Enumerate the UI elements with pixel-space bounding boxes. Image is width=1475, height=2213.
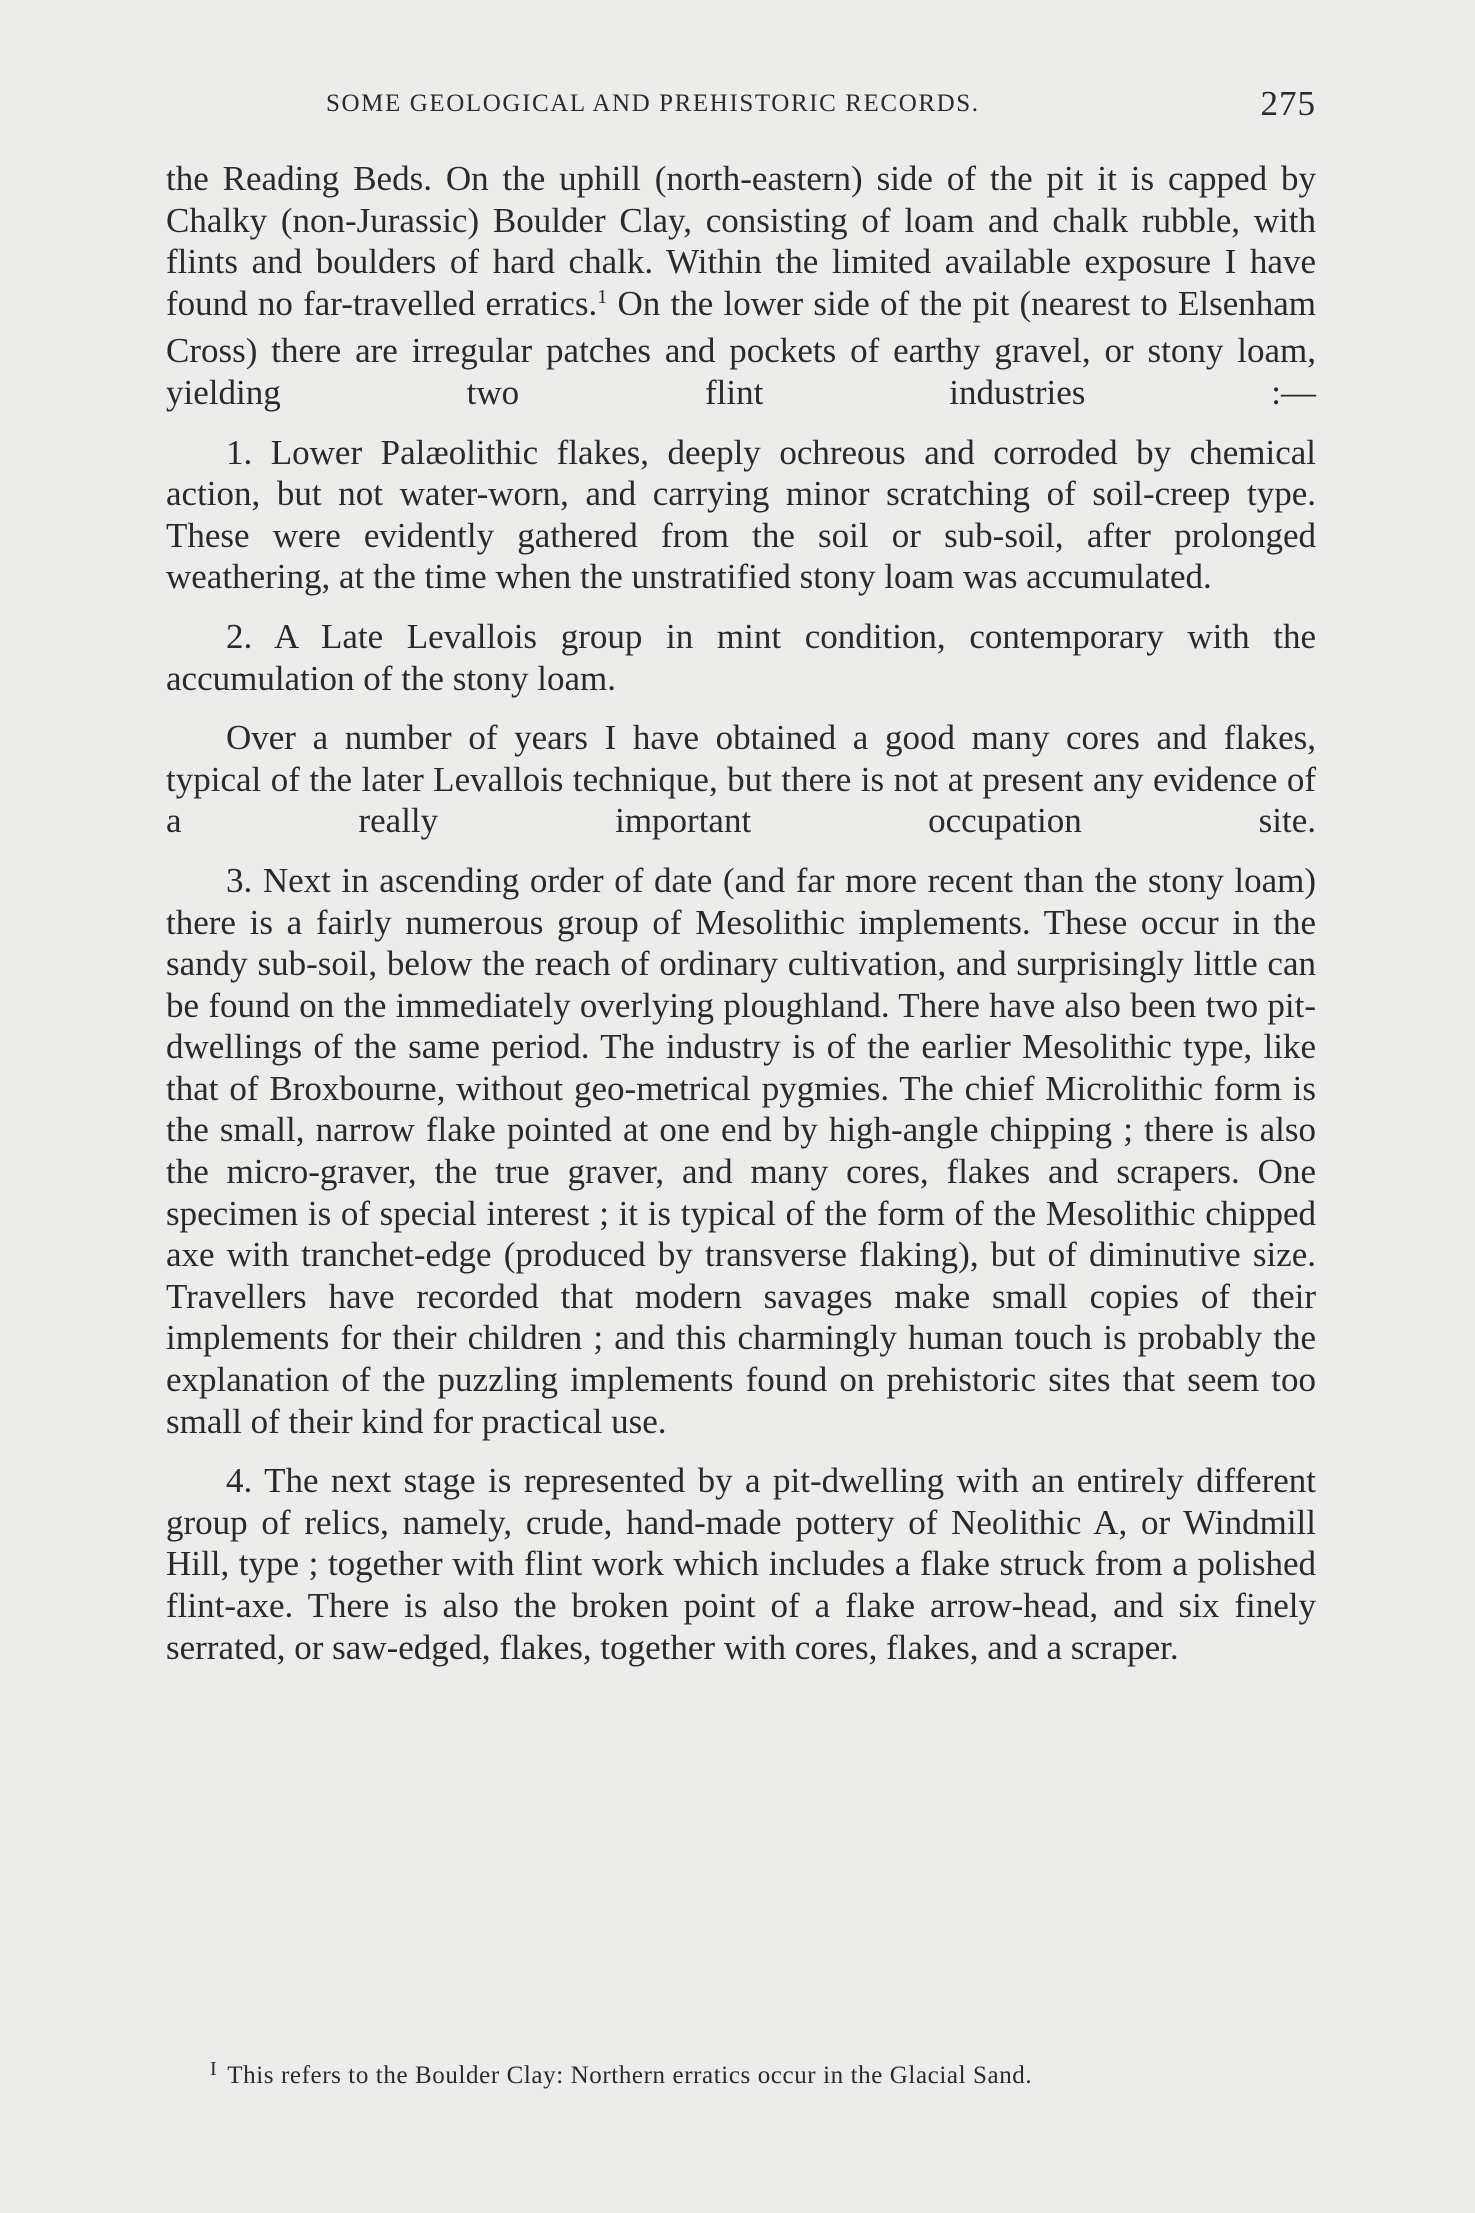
paragraph-item-4: 4. The next stage is represented by a pit-dwelling with an entirely different group of relics, namely, crude, hand-made pottery of Neolithic A, or Windmill Hill, type ; together with flint work which includes a flake struck from a polished flint-axe. There is also the broken point of a flake arrow-head, and six finely serrated, or saw-edged, flakes, together with cores, flakes, and a scraper.: [166, 1461, 1316, 1667]
paragraph-item-3: 3. Next in ascending order of date (and far more recent than the stony loam) there is a fairly numerous group of Mesolithic implements. These occur in the sandy sub-soil, below the reach of ordinary cultivation, and surprisingly little can be found on the immediately overlying ploughland. There have also been two pit-dwellings of the same period. The industry is of the earlier Mesolithic type, like that of Broxbourne, without geo-metrical pygmies. The chief Microlithic form is the small, narrow flake pointed at one end by high-angle chipping ; there is also the micro-graver, the true graver, and many cores, flakes and scrapers. One specimen is of special interest ; it is typical of the form of the Mesolithic chipped axe with tranchet-edge (produced by transverse flaking), but of diminutive size. Travellers have recorded that modern savages make small copies of their implements for their children ; and this charmingly human touch is probably the explanation of the puzzling implements found on prehistoric sites that seem too small of their kind for practical use.: [166, 860, 1316, 1441]
paragraph-item-2: 2. A Late Levallois group in mint condition, contemporary with the accumulation of the stony loam.: [166, 616, 1316, 698]
running-head: [166, 84, 1316, 124]
page-number: 275: [1260, 84, 1316, 123]
paragraph-reading-beds: [166, 158, 1316, 414]
footnote-reference: 1: [597, 285, 608, 308]
footnote-mark: I: [210, 2058, 218, 2080]
paragraph-text: On the lower side of the pit (nearest to Elsenham Cross) there are irregular patches and pockets of earthy gravel, or stony loam, yielding two flint industries :—: [166, 283, 1316, 412]
footnote: [210, 2058, 1033, 2090]
body-text: [166, 158, 1316, 1668]
running-title: SOME GEOLOGICAL AND PREHISTORIC RECORDS.: [326, 90, 980, 117]
paragraph-text: the Reading Beds. On the uphill (north-eastern) side of the pit it is capped by Chalky (non-Jurassic) Boulder Clay, consisting of loam and chalk rubble, with flints and boulders of hard chalk. Within the limited available exposure I have found no far-travelled erratics.: [166, 159, 1316, 323]
footnote-text: This refers to the Boulder Clay: Northern erratics occur in the Glacial Sand.: [227, 2062, 1033, 2089]
paragraph-item-1: 1. Lower Palæolithic flakes, deeply ochreous and corroded by chemical action, but not water-worn, and carrying minor scratching of soil-creep type. These were evidently gathered from the soil or sub-soil, after prolonged weathering, at the time when the unstratified stony loam was accumulated.: [166, 432, 1316, 597]
paragraph-levallois: Over a number of years I have obtained a good many cores and flakes, typical of the later Levallois technique, but there is not at present any evidence of a really important occupation site.: [166, 718, 1316, 841]
